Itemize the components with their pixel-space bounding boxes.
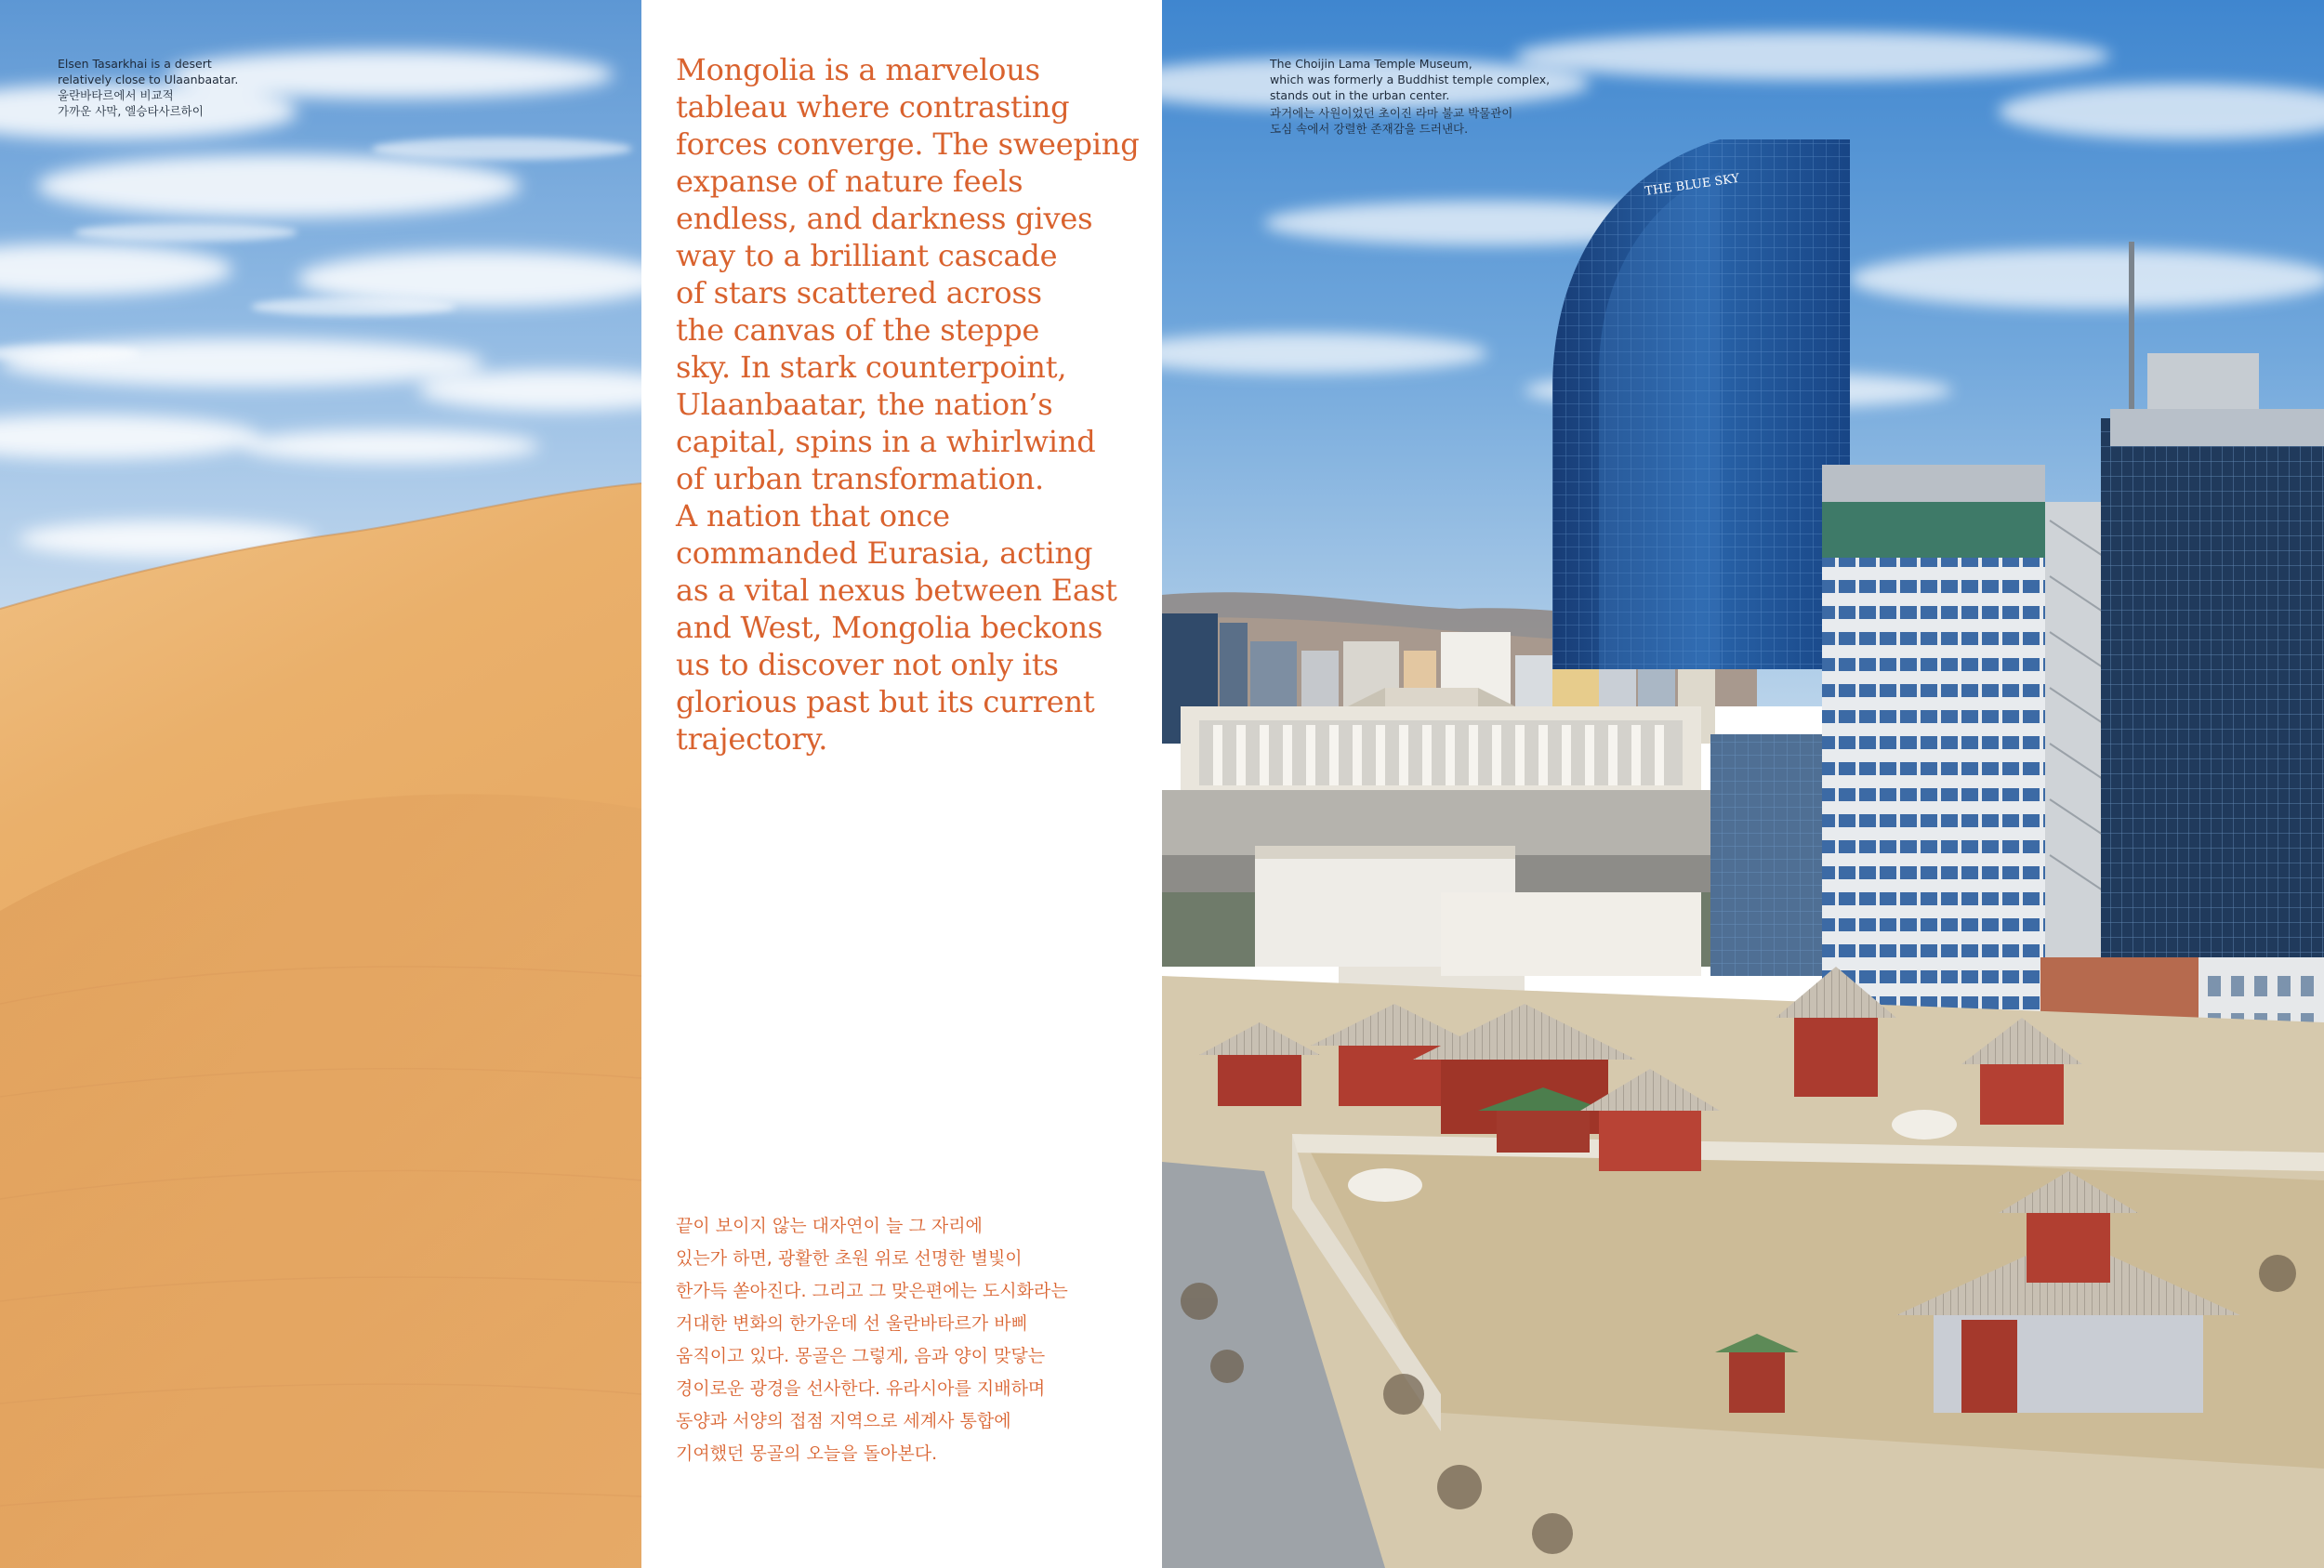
temple-caption-ko: 과거에는 사원이었던 초이진 라마 불교 박물관이 도심 속에서 강렬한 존재감을 드러낸다. (1270, 106, 1513, 136)
article-text-column (641, 0, 1162, 1568)
english-body-text: Mongolia is a marvelous tableau where contrasting forces converge. The sweeping expanse of nature feels endless, and darkness gives way to a brilliant cascade of stars scattered across the canvas of the steppe sky. In stark counterpoint, Ulaanbaatar, the nation’s capital, spins in a whirlwind of urban transformation. A nation that once commanded Eurasia, acting as a vital nexus between East and West, Mongolia beckons us to discover not only its glorious past but its current trajectory. (676, 52, 1140, 757)
desert-dune-photo (0, 0, 641, 1568)
temple-caption-en: The Choijin Lama Temple Museum, which was formerly a Buddhist temple complex, stands out in the urban center. (1270, 57, 1551, 102)
tower-sign: THE BLUE SKY (1644, 171, 1741, 199)
desert-caption-en: Elsen Tasarkhai is a desert relatively close to Ulaanbaatar. (58, 57, 239, 86)
ulaanbaatar-city-photo (1162, 0, 2324, 1568)
korean-body-text: 끝이 보이지 않는 대자연이 늘 그 자리에 있는가 하면, 광활한 초원 위로 선명한 별빛이 한가득 쏟아진다. 그리고 그 맞은편에는 도시화라는 거대한 변화의 한가운데 선 울란바타르가 바삐 움직이고 있다. 몽골은 그렇게, 음과 양이 맞닿는 경이로운 광경을 선사한다. 유라시아를 지배하며 동양과 서양의 접점 지역으로 세계사 통합에 기여했던 몽골의 오늘을 돌아본다. (676, 1216, 1068, 1464)
desert-caption-ko: 울란바타르에서 비교적 가까운 사막, 엘승타사르하이 (58, 88, 204, 118)
